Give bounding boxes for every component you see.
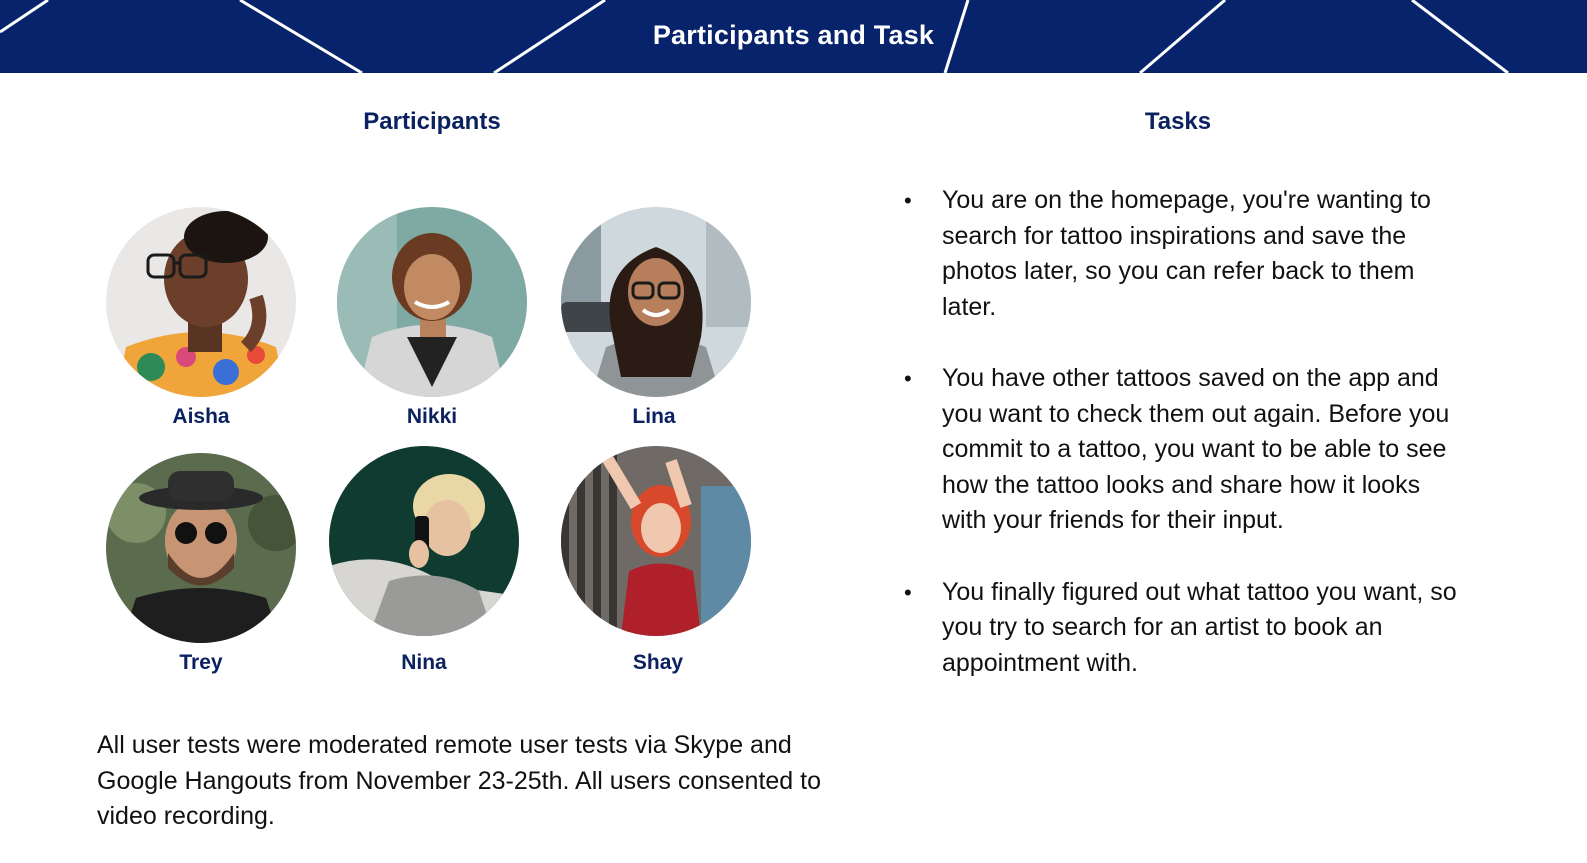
avatar-lina (561, 207, 751, 397)
bullet-icon: • (904, 365, 912, 391)
participant-name: Aisha (172, 405, 230, 428)
title-banner (0, 0, 1587, 73)
participant-name: Nina (401, 651, 447, 674)
task-list (900, 183, 1470, 717)
page-title: Participants and Task (652, 20, 935, 50)
testing-note: All user tests were moderated remote user tests via Skype and Google Hangouts from November 23-25th. All users consented to video recording. (97, 731, 822, 830)
participant-name: Nikki (406, 405, 458, 428)
participants-heading: Participants (363, 108, 501, 135)
avatar-aisha (106, 207, 296, 397)
task-item (900, 575, 1470, 682)
task-text: You have other tattoos saved on the app and you want to check them out again. Before you commit to a tattoo, you want to be able to see how the tattoo looks and share how it looks with your friends for their input. (942, 363, 1450, 535)
participant-name: Shay (632, 651, 684, 674)
bullet-icon: • (904, 188, 912, 213)
avatar-nina (329, 446, 519, 636)
participant-name: Trey (179, 651, 223, 674)
participant-name: Lina (632, 405, 676, 428)
task-text: You are on the homepage, you're wanting to search for tattoo inspirations and save the photos later, so you can refer back to them later. (942, 186, 1431, 321)
task-item (900, 361, 1470, 539)
bullet-icon: • (904, 579, 912, 605)
task-item (900, 183, 1470, 325)
tasks-heading: Tasks (1144, 108, 1212, 135)
task-text: You finally figured out what tattoo you want, so you try to search for an artist to book an appointment with. (942, 577, 1457, 677)
avatar-trey (106, 453, 296, 643)
avatar-nikki (337, 207, 527, 397)
avatar-shay (561, 446, 751, 636)
